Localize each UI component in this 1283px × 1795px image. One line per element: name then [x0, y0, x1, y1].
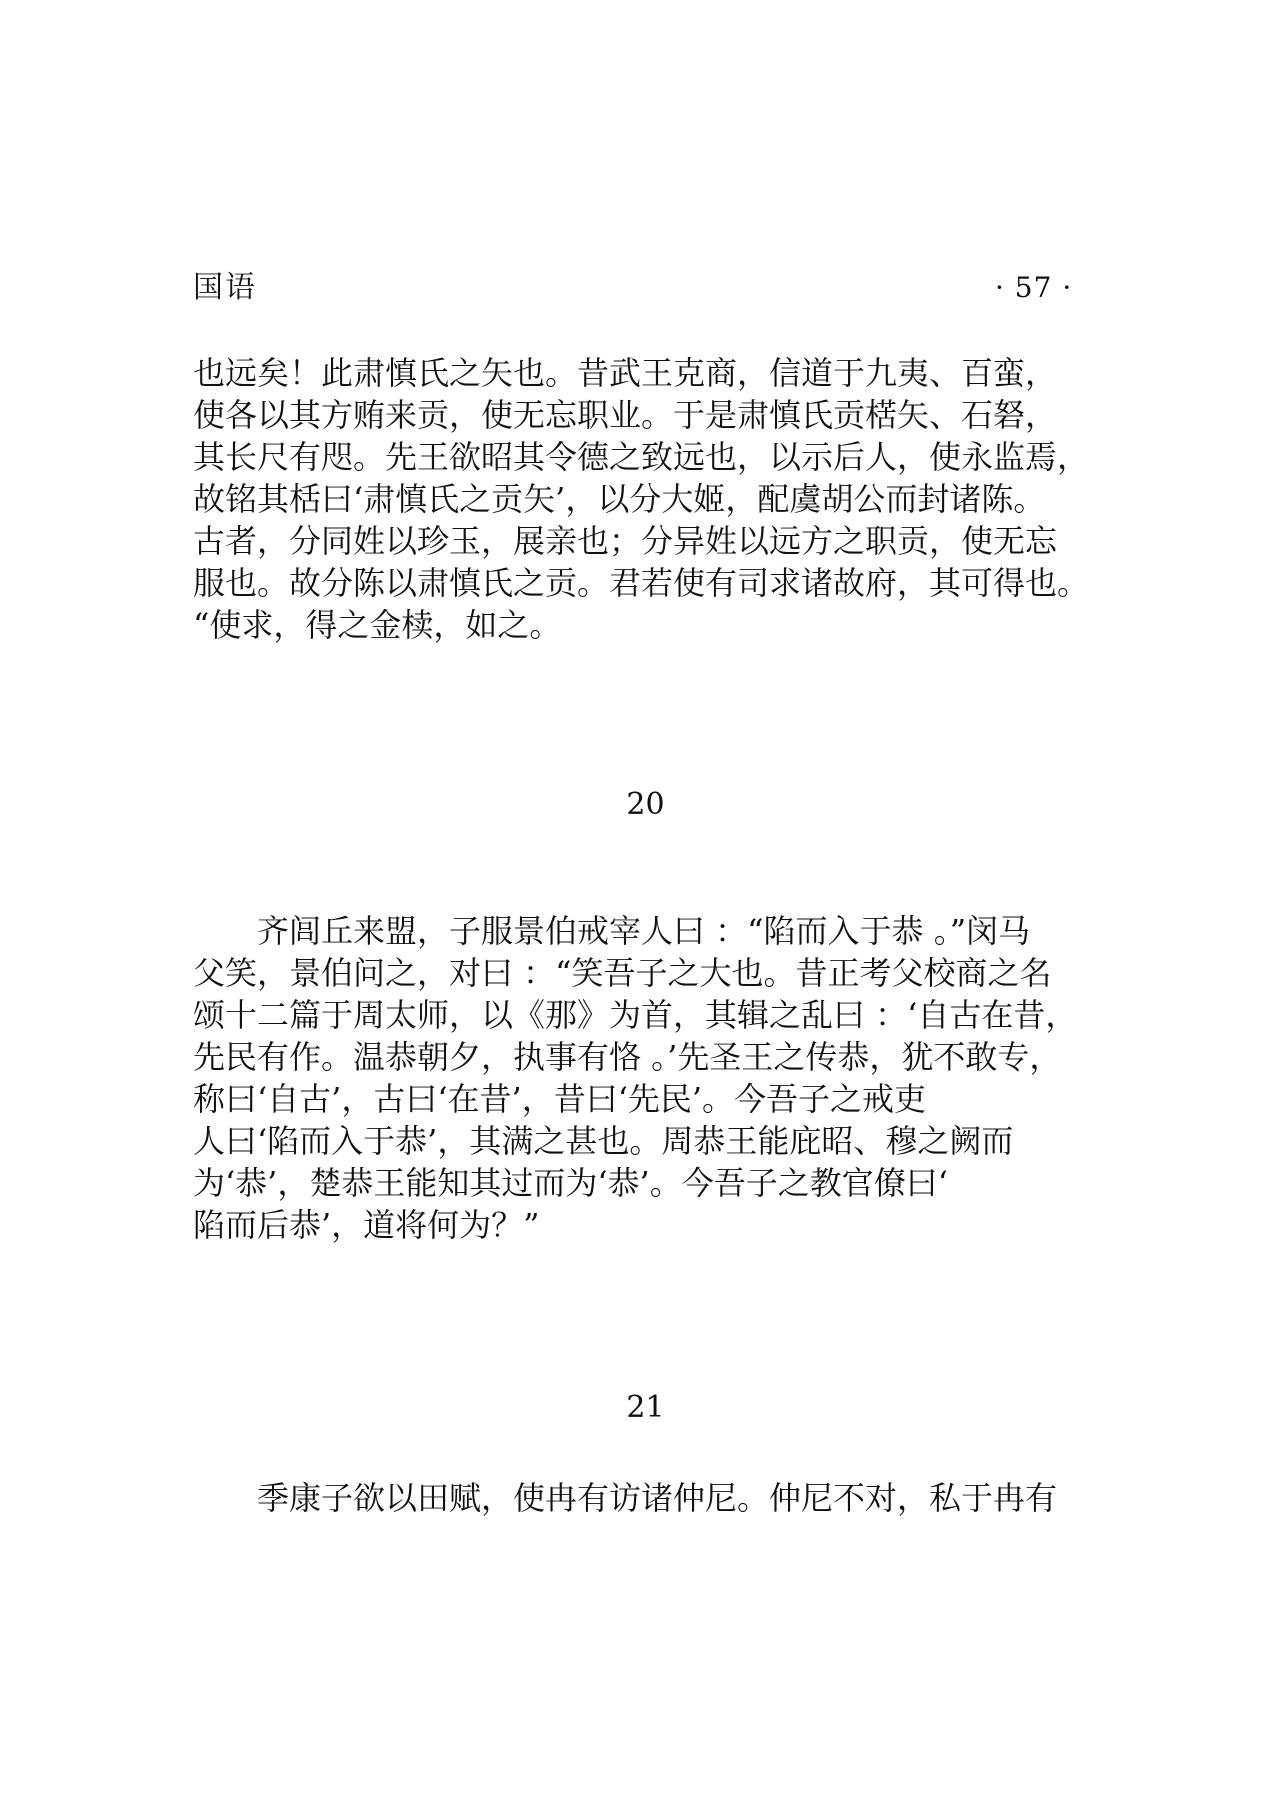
text-line: 季康子欲以田赋，使冉有访诸仲尼。仲尼不对，私于冉有 [257, 1479, 1058, 1517]
text-line: 齐闾丘来盟，子服景伯戒宰人曰 ：“陷而入于恭 。”闵马 [257, 912, 1031, 950]
text-line: 父笑，景伯问之，对曰 ：“笑吾子之大也。昔正考父校商之名 [193, 954, 1052, 992]
text-line: 为‘恭’，楚恭王能知其过而为‘恭’。今吾子之教官僚曰‘ [193, 1164, 948, 1202]
section-number-21: 21 [626, 1390, 665, 1425]
text-line: 称曰‘自古’，古曰‘在昔’，昔曰‘先民’。今吾子之戒吏 [193, 1080, 927, 1118]
text-line: 颂十二篇于周太师，以《那》为首，其辑之乱曰 ：‘自古在昔， [193, 996, 1078, 1034]
paragraph-continuation [193, 352, 1123, 646]
section-number-20: 20 [626, 787, 665, 822]
text-line: 其长尺有咫。先王欲昭其令德之致远也，以示后人，使永监焉， [193, 438, 1090, 476]
text-line: 人曰‘陷而入于恭’，其满之甚也。周恭王能庇昭、穆之阙而 [193, 1122, 1014, 1160]
text-line: “使求，得之金椟，如之。 [193, 606, 562, 644]
paragraph-section-20 [193, 910, 1123, 1246]
paragraph-section-21 [193, 1477, 1123, 1519]
page-number: · 57 · [995, 271, 1073, 304]
text-line: 陷而后恭’，道将何为？” [193, 1206, 540, 1244]
text-line: 故铭其栝曰‘肃慎氏之贡矢’，以分大姬，配虞胡公而封诸陈。 [193, 480, 1046, 518]
text-line: 也远矣！此肃慎氏之矢也。昔武王克商，信道于九夷、百蛮， [193, 354, 1058, 392]
text-line: 使各以其方贿来贡，使无忘职业。于是肃慎氏贡楛矢、石砮， [193, 396, 1058, 434]
text-line: 服也。故分陈以肃慎氏之贡。君若使有司求诸故府，其可得也。 [193, 564, 1090, 602]
running-header-title: 国语 [193, 270, 257, 305]
text-line: 先民有作。温恭朝夕，执事有恪 。’先圣王之传恭，犹不敢专， [193, 1038, 1062, 1076]
text-line: 古者，分同姓以珍玉，展亲也；分异姓以远方之职贡，使无忘 [193, 522, 1058, 560]
